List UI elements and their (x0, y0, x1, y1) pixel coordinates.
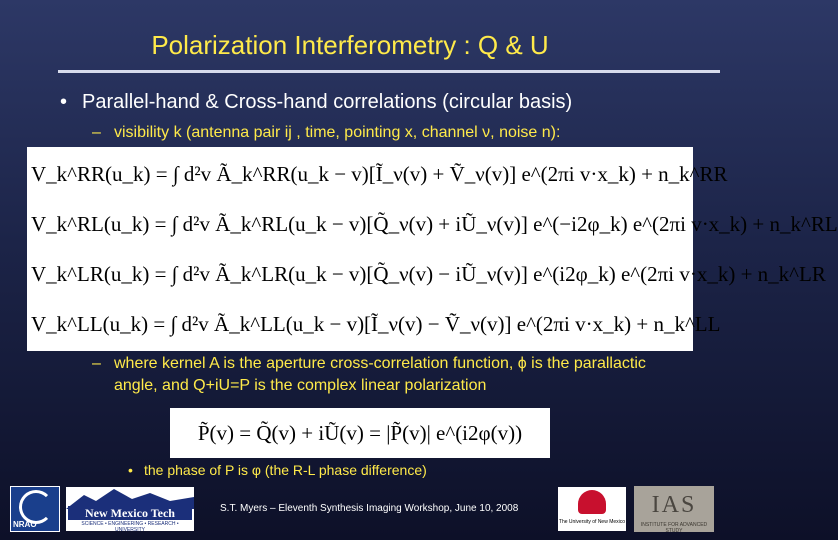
nmt-name: New Mexico Tech (68, 506, 192, 520)
slide-title: Polarization Interferometry : Q & U (151, 30, 549, 60)
unm-emblem-icon (578, 490, 606, 514)
bullet-icon: • (128, 462, 133, 478)
nrao-logo (10, 486, 60, 532)
equation-rr-text: V_k^RR(u_k) = ∫ d²v Ã_k^RR(u_k − v)[Ĩ_ν(v) + Ṽ_ν(v)] e^(2πi v·x_k) + n_k^RR (31, 162, 728, 186)
sub-bullet-kernel (92, 353, 692, 397)
new-mexico-tech-logo (66, 487, 194, 531)
sub-bullet-phase-text: the phase of P is φ (the R-L phase difference) (144, 462, 427, 478)
polarization-equation-text: P̃(v) = Q̃(v) + iŨ(v) = |P̃(v)| e^(i2φ(v)) (197, 421, 523, 445)
equation-ll (27, 299, 721, 349)
dash-icon: – (92, 124, 101, 141)
unm-logo (558, 487, 626, 531)
nrao-logo-text: NRAO (13, 520, 37, 529)
equation-rl-text: V_k^RL(u_k) = ∫ d²v Ã_k^RL(u_k − v)[Q̃_ν(v) + iŨ_ν(v)] e^(−i2φ_k) e^(2πi v·x_k) + n_k^RL (31, 212, 838, 236)
footer-credit: S.T. Myers – Eleventh Synthesis Imaging Workshop, June 10, 2008 (220, 503, 519, 514)
nmt-tagline: SCIENCE • ENGINEERING • RESEARCH • UNIVERSITY (81, 521, 179, 533)
ias-logo (634, 486, 714, 532)
equation-rr (27, 149, 728, 199)
bullet-icon: • (60, 91, 68, 113)
equation-ll-text: V_k^LL(u_k) = ∫ d²v Ã_k^LL(u_k − v)[Ĩ_ν(v) − Ṽ_ν(v)] e^(2πi v·x_k) + n_k^LL (31, 312, 721, 336)
ias-logo-subtext: INSTITUTE FOR ADVANCED STUDY (640, 522, 708, 534)
unm-logo-text: The University of New Mexico (558, 519, 626, 525)
bullet-correlations-text: Parallel-hand & Cross-hand correlations (circular basis) (82, 91, 573, 113)
sub-bullet-phase (128, 462, 427, 478)
nrao-ring-icon (19, 490, 53, 524)
sub-bullet-visibility-text: visibility k (antenna pair ij , time, pointing x, channel ν, noise n): (114, 124, 561, 141)
polarization-equation-box (170, 408, 550, 458)
visibility-equations-box (27, 147, 838, 351)
dash-icon: – (92, 355, 101, 372)
bullet-correlations (60, 91, 572, 114)
title-divider (58, 70, 720, 73)
equation-lr-text: V_k^LR(u_k) = ∫ d²v Ã_k^LR(u_k − v)[Q̃_ν(v) − iŨ_ν(v)] e^(i2φ_k) e^(2πi v·x_k) + n_k^LR (31, 262, 826, 286)
sub-bullet-kernel-text: where kernel A is the aperture cross-correlation function, ϕ is the parallactic angle, and Q+iU=P is the complex linear polarization (114, 355, 646, 394)
equation-lr (27, 249, 826, 299)
ias-logo-text: IAS (651, 492, 697, 518)
equation-rl (27, 199, 838, 249)
sub-bullet-visibility (92, 124, 560, 142)
